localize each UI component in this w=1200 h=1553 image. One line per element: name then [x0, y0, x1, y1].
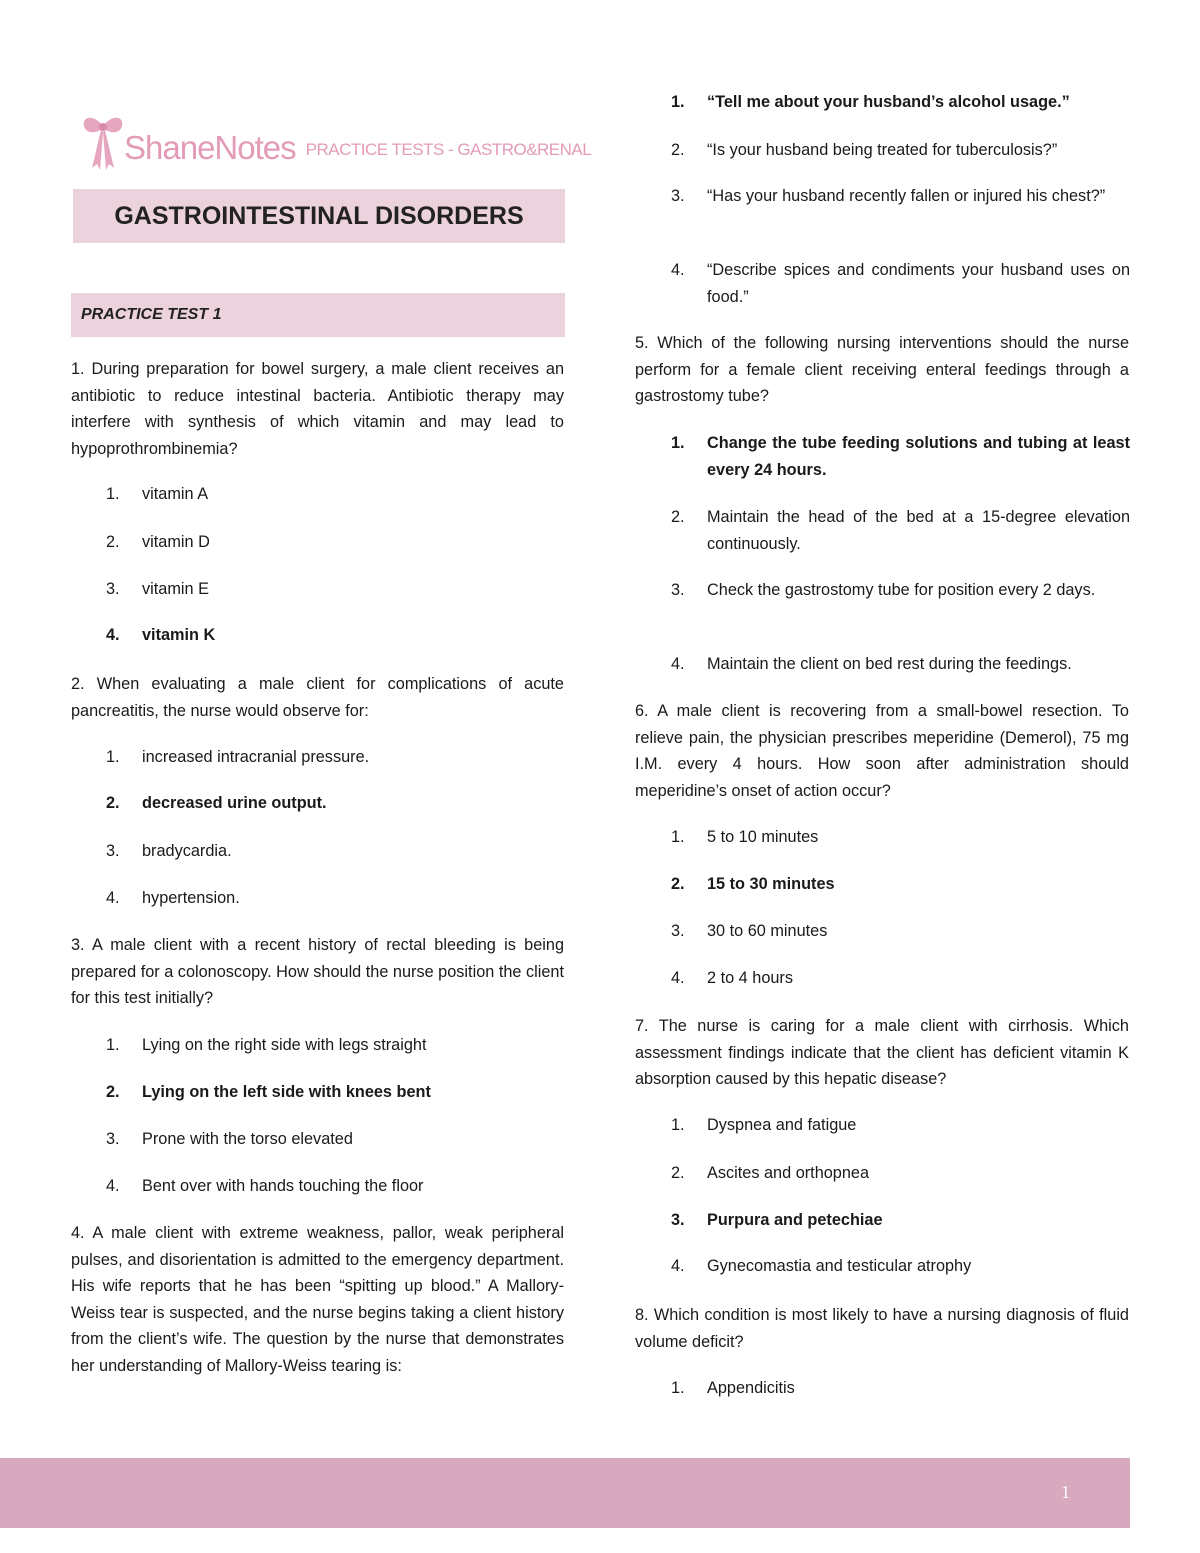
brand-name: ShaneNotes	[124, 129, 296, 166]
question-4: 4. A male client with extreme weakness, pallor, weak peripheral pulses, and disorientation is admitted to the emergency department. His wife reports that he has been “spitting up blood.” A Mallory-Weiss tear is suspected, and the nurse begins taking a client history from the client’s wife. The question by the nurse that demonstrates her understanding of Mallory-Weiss tearing is:	[71, 1224, 564, 1375]
question-3: 3. A male client with a recent history of rectal bleeding is being prepared for a colonoscopy. How should the nurse position the client for this test initially?	[71, 936, 564, 1007]
question-8: 8. Which condition is most likely to have a nursing diagnosis of fluid volume deficit?	[635, 1306, 1129, 1351]
bow-icon	[80, 112, 126, 172]
question-5: 5. Which of the following nursing interventions should the nurse perform for a female client receiving enteral feedings through a gastrostomy tube?	[635, 334, 1129, 405]
question-1: 1. During preparation for bowel surgery, a male client receives an antibiotic to reduce intestinal bacteria. Antibiotic therapy may interfere with synthesis of which vitamin and may lead to hypoprothrombinemia?	[71, 360, 564, 458]
section-title: GASTROINTESTINAL DISORDERS	[73, 189, 565, 243]
page-number: 1	[1061, 1482, 1070, 1502]
page-footer	[0, 1458, 1130, 1528]
question-6: 6. A male client is recovering from a small-bowel resection. To relieve pain, the physician prescribes meperidine (Demerol), 75 mg I.M. every 4 hours. How soon after administration should meperidine’s onset of action occur?	[635, 702, 1129, 800]
question-2: 2. When evaluating a male client for complications of acute pancreatitis, the nurse would observe for:	[71, 675, 564, 720]
brand-subtitle: PRACTICE TESTS - GASTRO&RENAL	[305, 140, 592, 159]
logo	[80, 112, 591, 172]
practice-test-label: PRACTICE TEST 1	[71, 293, 565, 337]
question-7: 7. The nurse is caring for a male client with cirrhosis. Which assessment findings indicate that the client has deficient vitamin K absorption caused by this hepatic disease?	[635, 1017, 1129, 1088]
